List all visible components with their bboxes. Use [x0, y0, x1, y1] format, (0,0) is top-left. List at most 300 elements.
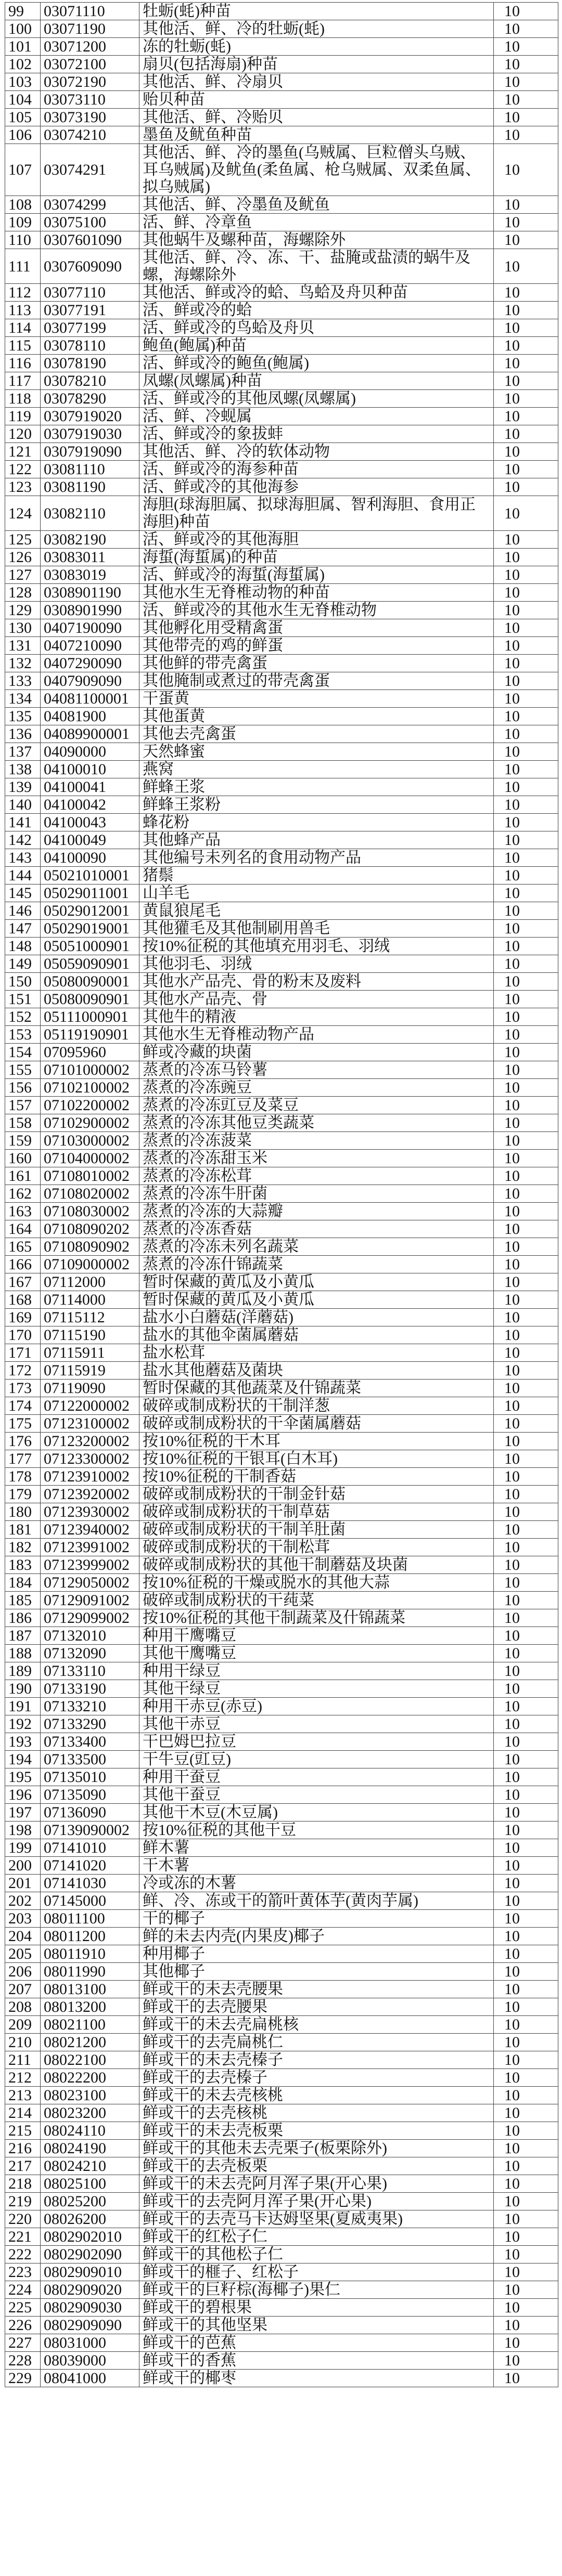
product-name-cell: 种用干蚕豆: [139, 1768, 494, 1786]
row-number-cell: 133: [5, 672, 41, 690]
tax-rate-cell: 10: [494, 1875, 558, 1892]
product-name-cell: 破碎或制成粉状的干制羊肚菌: [139, 1521, 494, 1539]
product-name-cell: 按10%征税的干制香菇: [139, 1468, 494, 1486]
row-number-cell: 208: [5, 1998, 41, 2016]
table-row: [5, 2034, 558, 2051]
table-row: [5, 1486, 558, 1503]
row-number-cell: 206: [5, 1963, 41, 1981]
product-name-cell: 蜂花粉: [139, 814, 494, 831]
tariff-code-cell: 04100042: [41, 796, 139, 814]
tariff-code-cell: 08039000: [41, 2352, 139, 2370]
tariff-code-cell: 07102100002: [41, 1079, 139, 1097]
tax-rate-cell: 10: [494, 2317, 558, 2334]
table-row: [5, 1574, 558, 1592]
row-number-cell: 183: [5, 1556, 41, 1574]
tariff-code-cell: 07123100002: [41, 1415, 139, 1433]
table-row: [5, 372, 558, 390]
tariff-code-cell: 0308901190: [41, 584, 139, 602]
tax-rate-cell: 10: [494, 2352, 558, 2370]
row-number-cell: 202: [5, 1892, 41, 1910]
tariff-code-cell: 07129050002: [41, 1574, 139, 1592]
table-row: [5, 2281, 558, 2299]
tariff-code-cell: 03083019: [41, 566, 139, 584]
tax-rate-cell: 10: [494, 1574, 558, 1592]
tax-rate-cell: 10: [494, 1662, 558, 1680]
tariff-code-cell: 07115911: [41, 1344, 139, 1362]
table-row: [5, 1733, 558, 1751]
product-name-cell: 鲜木薯: [139, 1839, 494, 1857]
row-number-cell: 164: [5, 1220, 41, 1238]
tax-rate-cell: 10: [494, 602, 558, 619]
tax-rate-cell: 10: [494, 372, 558, 390]
row-number-cell: 105: [5, 109, 41, 126]
table-row: [5, 1079, 558, 1097]
table-row: [5, 2087, 558, 2104]
product-name-cell: 活、鲜或冷的蛤: [139, 302, 494, 319]
row-number-cell: 137: [5, 743, 41, 761]
table-row: [5, 355, 558, 372]
tariff-code-cell: 03071190: [41, 20, 139, 38]
product-name-cell: 鲜或干的其他坚果: [139, 2317, 494, 2334]
tariff-table-container: [5, 2, 558, 2387]
row-number-cell: 223: [5, 2263, 41, 2281]
tariff-code-cell: 07102200002: [41, 1097, 139, 1114]
table-row: [5, 619, 558, 637]
row-number-cell: 114: [5, 319, 41, 337]
tax-rate-cell: 10: [494, 1963, 558, 1981]
table-row: [5, 902, 558, 920]
row-number-cell: 181: [5, 1521, 41, 1539]
table-row: [5, 867, 558, 884]
product-name-cell: 鲜或干的去壳扁桃仁: [139, 2034, 494, 2051]
row-number-cell: 168: [5, 1291, 41, 1309]
row-number-cell: 169: [5, 1309, 41, 1326]
tariff-code-cell: 07119090: [41, 1380, 139, 1397]
tax-rate-cell: 10: [494, 1309, 558, 1326]
tariff-code-cell: 03077199: [41, 319, 139, 337]
tariff-code-cell: 07133210: [41, 1698, 139, 1715]
tax-rate-cell: 10: [494, 443, 558, 461]
tax-rate-cell: 10: [494, 1503, 558, 1521]
tax-rate-cell: 10: [494, 1680, 558, 1698]
product-name-cell: 暂时保藏的其他蔬菜及什锦蔬菜: [139, 1380, 494, 1397]
product-name-cell: 活、鲜或冷的海参种苗: [139, 461, 494, 478]
table-row: [5, 1097, 558, 1114]
row-number-cell: 153: [5, 1026, 41, 1044]
table-row: [5, 2104, 558, 2122]
tariff-code-cell: 05119190901: [41, 1026, 139, 1044]
tariff-code-cell: 07108030002: [41, 1203, 139, 1220]
row-number-cell: 179: [5, 1486, 41, 1503]
tariff-code-cell: 08024190: [41, 2140, 139, 2157]
table-row: [5, 126, 558, 144]
tax-rate-cell: 10: [494, 1061, 558, 1079]
tax-rate-cell: 10: [494, 20, 558, 38]
product-name-cell: 按10%征税的干燥或脱水的其他大蒜: [139, 1574, 494, 1592]
table-row: [5, 743, 558, 761]
tax-rate-cell: 10: [494, 1044, 558, 1061]
row-number-cell: 197: [5, 1804, 41, 1822]
tariff-code-cell: 0407190090: [41, 619, 139, 637]
tax-rate-cell: 10: [494, 867, 558, 884]
product-name-cell: 其他编号未列名的食用动物产品: [139, 849, 494, 867]
tariff-code-cell: 07133110: [41, 1662, 139, 1680]
row-number-cell: 120: [5, 425, 41, 443]
product-name-cell: 破碎或制成粉状的干莼菜: [139, 1592, 494, 1609]
product-name-cell: 按10%征税的其他干制蔬菜及什锦蔬菜: [139, 1609, 494, 1627]
product-name-cell: 鲜或干的未去壳榛子: [139, 2051, 494, 2069]
tariff-code-cell: 03074291: [41, 144, 139, 196]
table-row: [5, 2263, 558, 2281]
table-row: [5, 1344, 558, 1362]
tax-rate-cell: 10: [494, 1768, 558, 1786]
table-row: [5, 337, 558, 355]
row-number-cell: 160: [5, 1150, 41, 1167]
table-row: [5, 461, 558, 478]
table-row: [5, 2210, 558, 2228]
row-number-cell: 200: [5, 1857, 41, 1875]
table-row: [5, 1291, 558, 1309]
product-name-cell: 贻贝种苗: [139, 91, 494, 109]
table-row: [5, 814, 558, 831]
row-number-cell: 209: [5, 2016, 41, 2034]
tariff-code-cell: 08024110: [41, 2122, 139, 2140]
tariff-code-cell: 07141020: [41, 1857, 139, 1875]
row-number-cell: 138: [5, 761, 41, 778]
tax-rate-cell: 10: [494, 1521, 558, 1539]
table-row: [5, 2334, 558, 2352]
tax-rate-cell: 10: [494, 478, 558, 496]
row-number-cell: 121: [5, 443, 41, 461]
row-number-cell: 186: [5, 1609, 41, 1627]
tariff-code-cell: 0802909010: [41, 2263, 139, 2281]
table-row: [5, 1521, 558, 1539]
product-name-cell: 其他活、鲜、冷的软体动物: [139, 443, 494, 461]
row-number-cell: 136: [5, 725, 41, 743]
tax-rate-cell: 10: [494, 1344, 558, 1362]
tax-rate-cell: 10: [494, 1786, 558, 1804]
row-number-cell: 212: [5, 2069, 41, 2087]
tax-rate-cell: 10: [494, 1751, 558, 1768]
tax-rate-cell: 10: [494, 2016, 558, 2034]
tax-rate-cell: 10: [494, 655, 558, 672]
product-name-cell: 蒸煮的冷冻松茸: [139, 1167, 494, 1185]
table-row: [5, 549, 558, 566]
tax-rate-cell: 10: [494, 1468, 558, 1486]
row-number-cell: 131: [5, 637, 41, 655]
product-name-cell: 破碎或制成粉状的干制松茸: [139, 1539, 494, 1556]
row-number-cell: 199: [5, 1839, 41, 1857]
tax-rate-cell: 10: [494, 743, 558, 761]
tariff-code-cell: 0308901990: [41, 602, 139, 619]
tariff-code-cell: 03077110: [41, 284, 139, 302]
table-row: [5, 1061, 558, 1079]
table-row: [5, 1804, 558, 1822]
tax-rate-cell: 10: [494, 1857, 558, 1875]
product-name-cell: 鲜的未去内壳(内果皮)椰子: [139, 1928, 494, 1945]
table-row: [5, 38, 558, 56]
table-row: [5, 1273, 558, 1291]
product-name-cell: 鲜或干的去壳板栗: [139, 2157, 494, 2175]
tax-rate-cell: 10: [494, 2281, 558, 2299]
row-number-cell: 205: [5, 1945, 41, 1963]
product-name-cell: 鲜或干的其他未去壳栗子(板栗除外): [139, 2140, 494, 2157]
tariff-code-cell: 08011990: [41, 1963, 139, 1981]
tariff-code-cell: 08031000: [41, 2334, 139, 2352]
table-row: [5, 1698, 558, 1715]
table-row: [5, 2246, 558, 2263]
product-name-cell: 其他椰子: [139, 1963, 494, 1981]
row-number-cell: 215: [5, 2122, 41, 2140]
product-name-cell: 燕窝: [139, 761, 494, 778]
table-row: [5, 1715, 558, 1733]
row-number-cell: 170: [5, 1326, 41, 1344]
tariff-code-cell: 0802902010: [41, 2228, 139, 2246]
tariff-code-cell: 07115919: [41, 1362, 139, 1380]
tariff-code-cell: 03081190: [41, 478, 139, 496]
product-name-cell: 其他干蚕豆: [139, 1786, 494, 1804]
product-name-cell: 种用干赤豆(赤豆): [139, 1698, 494, 1715]
product-name-cell: 鲜或干的椰枣: [139, 2370, 494, 2387]
tariff-code-cell: 08022200: [41, 2069, 139, 2087]
tariff-code-cell: 04100041: [41, 778, 139, 796]
tariff-code-cell: 03074210: [41, 126, 139, 144]
table-row: [5, 955, 558, 973]
table-row: [5, 1768, 558, 1786]
row-number-cell: 203: [5, 1910, 41, 1928]
row-number-cell: 204: [5, 1928, 41, 1945]
tax-rate-cell: 10: [494, 144, 558, 196]
tax-rate-cell: 10: [494, 2334, 558, 2352]
row-number-cell: 219: [5, 2193, 41, 2210]
tax-rate-cell: 10: [494, 2051, 558, 2069]
table-row: [5, 2157, 558, 2175]
tariff-code-cell: 03075100: [41, 214, 139, 231]
tax-rate-cell: 10: [494, 1450, 558, 1468]
tariff-code-cell: 07123300002: [41, 1450, 139, 1468]
row-number-cell: 220: [5, 2210, 41, 2228]
row-number-cell: 157: [5, 1097, 41, 1114]
tax-rate-cell: 10: [494, 2087, 558, 2104]
row-number-cell: 143: [5, 849, 41, 867]
tax-rate-cell: 10: [494, 973, 558, 991]
row-number-cell: 178: [5, 1468, 41, 1486]
table-row: [5, 1114, 558, 1132]
product-name-cell: 破碎或制成粉状的干制洋葱: [139, 1397, 494, 1415]
row-number-cell: 118: [5, 390, 41, 408]
tax-rate-cell: 10: [494, 496, 558, 531]
tariff-code-cell: 07102900002: [41, 1114, 139, 1132]
table-row: [5, 231, 558, 249]
row-number-cell: 225: [5, 2299, 41, 2317]
tax-rate-cell: 10: [494, 619, 558, 637]
tax-rate-cell: 10: [494, 126, 558, 144]
row-number-cell: 175: [5, 1415, 41, 1433]
tariff-code-cell: 03072190: [41, 73, 139, 91]
row-number-cell: 99: [5, 3, 41, 20]
product-name-cell: 破碎或制成粉状的干伞菌属蘑菇: [139, 1415, 494, 1433]
tax-rate-cell: 10: [494, 920, 558, 938]
table-row: [5, 1998, 558, 2016]
product-name-cell: 暂时保藏的黄瓜及小黄瓜: [139, 1291, 494, 1309]
row-number-cell: 214: [5, 2104, 41, 2122]
row-number-cell: 117: [5, 372, 41, 390]
tax-rate-cell: 10: [494, 849, 558, 867]
tariff-code-cell: 08023200: [41, 2104, 139, 2122]
product-name-cell: 牡蛎(蚝)种苗: [139, 3, 494, 20]
table-row: [5, 2016, 558, 2034]
product-name-cell: 鲜或干的香蕉: [139, 2352, 494, 2370]
tax-rate-cell: 10: [494, 2370, 558, 2387]
tariff-code-cell: 03083011: [41, 549, 139, 566]
table-row: [5, 425, 558, 443]
row-number-cell: 127: [5, 566, 41, 584]
table-row: [5, 1450, 558, 1468]
table-row: [5, 1185, 558, 1203]
tax-rate-cell: 10: [494, 2034, 558, 2051]
tax-rate-cell: 10: [494, 390, 558, 408]
product-name-cell: 干的椰子: [139, 1910, 494, 1928]
tariff-code-cell: 07133290: [41, 1715, 139, 1733]
row-number-cell: 148: [5, 938, 41, 955]
tax-rate-cell: 10: [494, 355, 558, 372]
tariff-code-cell: 07136090: [41, 1804, 139, 1822]
row-number-cell: 110: [5, 231, 41, 249]
product-name-cell: 其他蜂产品: [139, 831, 494, 849]
product-name-cell: 干蛋黄: [139, 690, 494, 708]
tax-rate-cell: 10: [494, 1945, 558, 1963]
row-number-cell: 111: [5, 249, 41, 284]
tariff-code-cell: 07114000: [41, 1291, 139, 1309]
tariff-code-cell: 04081100001: [41, 690, 139, 708]
tariff-code-cell: 08024210: [41, 2157, 139, 2175]
product-name-cell: 活、鲜或冷的其他凤螺(凤螺属): [139, 390, 494, 408]
table-row: [5, 1362, 558, 1380]
table-row: [5, 1609, 558, 1627]
product-name-cell: 海蜇(海蜇属)的种苗: [139, 549, 494, 566]
row-number-cell: 163: [5, 1203, 41, 1220]
row-number-cell: 166: [5, 1256, 41, 1273]
row-number-cell: 224: [5, 2281, 41, 2299]
tax-rate-cell: 10: [494, 2122, 558, 2140]
product-name-cell: 按10%征税的干银耳(白木耳): [139, 1450, 494, 1468]
row-number-cell: 101: [5, 38, 41, 56]
tax-rate-cell: 10: [494, 1645, 558, 1662]
product-name-cell: 按10%征税的干木耳: [139, 1433, 494, 1450]
row-number-cell: 182: [5, 1539, 41, 1556]
row-number-cell: 135: [5, 708, 41, 725]
table-row: [5, 1468, 558, 1486]
table-row: [5, 2352, 558, 2370]
row-number-cell: 156: [5, 1079, 41, 1097]
table-row: [5, 566, 558, 584]
tariff-code-cell: 07108010002: [41, 1167, 139, 1185]
tariff-code-cell: 03071200: [41, 38, 139, 56]
row-number-cell: 176: [5, 1433, 41, 1450]
row-number-cell: 139: [5, 778, 41, 796]
row-number-cell: 106: [5, 126, 41, 144]
product-name-cell: 其他腌制或煮过的带壳禽蛋: [139, 672, 494, 690]
product-name-cell: 按10%征税的其他填充用羽毛、羽绒: [139, 938, 494, 955]
tax-rate-cell: 10: [494, 2157, 558, 2175]
row-number-cell: 217: [5, 2157, 41, 2175]
tax-rate-cell: 10: [494, 1592, 558, 1609]
table-row: [5, 973, 558, 991]
table-row: [5, 109, 558, 126]
tax-rate-cell: 10: [494, 2299, 558, 2317]
product-name-cell: 盐水松茸: [139, 1344, 494, 1362]
table-row: [5, 2317, 558, 2334]
product-name-cell: 鲜或干的未去壳腰果: [139, 1981, 494, 1998]
tariff-code-cell: 03081110: [41, 461, 139, 478]
product-name-cell: 活、鲜、冷章鱼: [139, 214, 494, 231]
table-row: [5, 1167, 558, 1185]
product-name-cell: 鲜或干的其他松子仁: [139, 2246, 494, 2263]
product-name-cell: 活、鲜或冷的其他海参: [139, 478, 494, 496]
row-number-cell: 104: [5, 91, 41, 109]
product-name-cell: 其他干赤豆: [139, 1715, 494, 1733]
row-number-cell: 103: [5, 73, 41, 91]
product-name-cell: 蒸煮的冷冻什锦蔬菜: [139, 1256, 494, 1273]
tariff-code-cell: 04090000: [41, 743, 139, 761]
row-number-cell: 152: [5, 1008, 41, 1026]
table-row: [5, 144, 558, 196]
product-name-cell: 盐水其他蘑菇及菌块: [139, 1362, 494, 1380]
tariff-code-cell: 07141010: [41, 1839, 139, 1857]
tariff-code-cell: 05029012001: [41, 902, 139, 920]
row-number-cell: 165: [5, 1238, 41, 1256]
tax-rate-cell: 10: [494, 831, 558, 849]
table-row: [5, 725, 558, 743]
product-name-cell: 活、鲜、冷蚬属: [139, 408, 494, 425]
tariff-code-cell: 05111000901: [41, 1008, 139, 1026]
product-name-cell: 蒸煮的冷冻菠菜: [139, 1132, 494, 1150]
tariff-code-cell: 0307919030: [41, 425, 139, 443]
product-name-cell: 种用干鹰嘴豆: [139, 1627, 494, 1645]
tariff-code-cell: 05080090001: [41, 973, 139, 991]
tariff-code-cell: 07123999002: [41, 1556, 139, 1574]
table-row: [5, 2175, 558, 2193]
tariff-code-cell: 07122000002: [41, 1397, 139, 1415]
product-name-cell: 其他活、鲜、冷墨鱼及鱿鱼: [139, 196, 494, 214]
table-row: [5, 390, 558, 408]
tariff-code-cell: 07108090902: [41, 1238, 139, 1256]
row-number-cell: 134: [5, 690, 41, 708]
product-name-cell: 其他活、鲜或冷的蛤、鸟蛤及舟贝种苗: [139, 284, 494, 302]
tax-rate-cell: 10: [494, 196, 558, 214]
product-name-cell: 其他活、鲜、冷的墨鱼(乌贼属、巨粒僧头乌贼、耳乌贼属)及鱿鱼(柔鱼属、枪乌贼属、双柔鱼属、拟乌贼属): [139, 144, 494, 196]
tax-rate-cell: 10: [494, 884, 558, 902]
product-name-cell: 其他獾毛及其他制刷用兽毛: [139, 920, 494, 938]
row-number-cell: 161: [5, 1167, 41, 1185]
row-number-cell: 201: [5, 1875, 41, 1892]
tariff-code-cell: 07129091002: [41, 1592, 139, 1609]
product-name-cell: 其他活、鲜、冷、冻、干、盐腌或盐渍的蜗牛及螺，海螺除外: [139, 249, 494, 284]
table-row: [5, 1857, 558, 1875]
product-name-cell: 扇贝(包括海扇)种苗: [139, 56, 494, 73]
product-name-cell: 其他去壳禽蛋: [139, 725, 494, 743]
row-number-cell: 188: [5, 1645, 41, 1662]
tax-rate-cell: 10: [494, 73, 558, 91]
tax-rate-cell: 10: [494, 1132, 558, 1150]
table-row: [5, 1592, 558, 1609]
product-name-cell: 其他干绿豆: [139, 1680, 494, 1698]
row-number-cell: 213: [5, 2087, 41, 2104]
table-row: [5, 991, 558, 1008]
row-number-cell: 123: [5, 478, 41, 496]
row-number-cell: 129: [5, 602, 41, 619]
product-name-cell: 破碎或制成粉状的其他干制蘑菇及块菌: [139, 1556, 494, 1574]
